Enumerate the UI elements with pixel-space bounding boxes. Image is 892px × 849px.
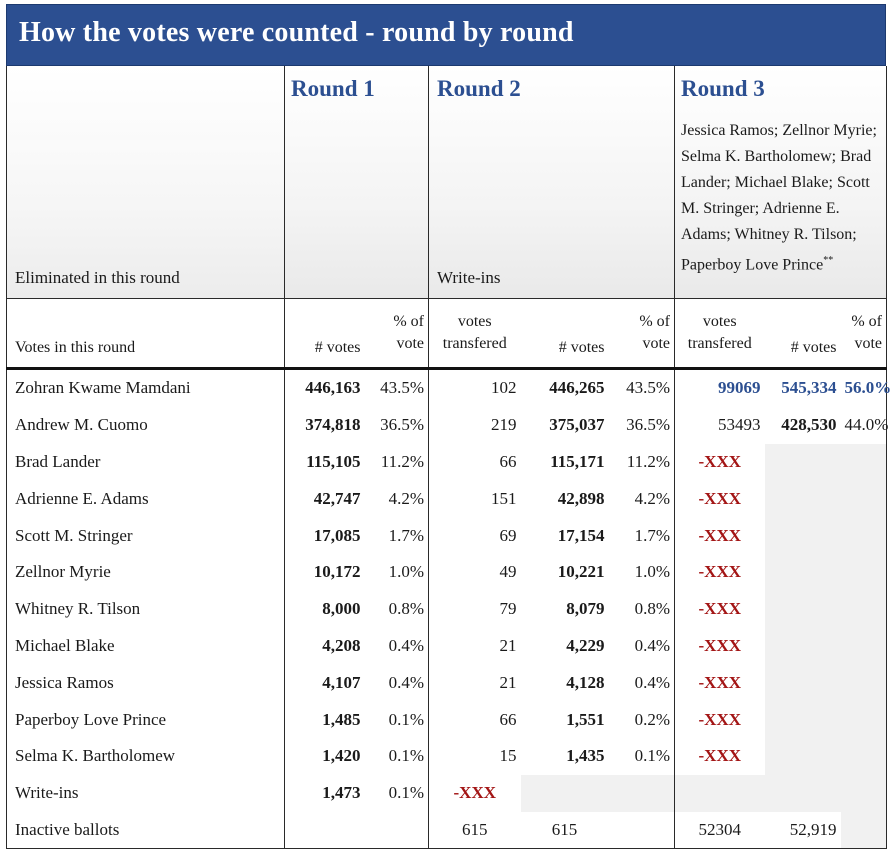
r2-percent: 0.4% <box>609 628 675 665</box>
r3-transferred: -XXX <box>698 635 741 655</box>
table-row <box>7 480 887 517</box>
r3-votes <box>765 701 841 738</box>
r2-votes: 446,265 <box>549 378 605 398</box>
r3-transferred: -XXX <box>698 525 741 545</box>
r2-votes: 8,079 <box>566 599 605 619</box>
results-table <box>6 66 892 849</box>
pct-bottom: vote <box>854 335 882 352</box>
footnote-marker: ** <box>823 255 834 266</box>
table-row <box>7 775 887 812</box>
candidate-name: Selma K. Bartholomew <box>7 738 285 775</box>
r3-votes <box>765 628 841 665</box>
pct-top: % of <box>393 313 424 330</box>
r2-transferred: 15 <box>499 746 517 766</box>
candidate-name: Brad Lander <box>7 444 285 481</box>
r2-votes: 115,171 <box>550 451 605 471</box>
r1-votes: 1,485 <box>322 709 361 729</box>
pct-bottom: vote <box>396 335 424 352</box>
r3-pct-col-header <box>841 299 887 369</box>
candidate-name: Michael Blake <box>7 628 285 665</box>
candidate-name: Paperboy Love Prince <box>7 701 285 738</box>
table-row <box>7 369 887 407</box>
candidate-name: Andrew M. Cuomo <box>7 407 285 444</box>
r3-votes: 52,919 <box>765 812 841 849</box>
r3-transferred: 52304 <box>675 812 765 849</box>
r2-percent: 1.7% <box>609 517 675 554</box>
table-row <box>7 407 887 444</box>
r1-votes: 1,473 <box>322 783 361 803</box>
table-row <box>7 738 887 775</box>
r2-transferred: 66 <box>499 451 517 471</box>
r2-transferred: 615 <box>429 812 521 849</box>
r3-votes <box>765 480 841 517</box>
r3-votes: 545,334 <box>781 378 837 398</box>
votes-in-round-label: Votes in this round <box>7 299 285 369</box>
r3-transferred: -XXX <box>698 746 741 766</box>
round-2-label: Round 2 <box>437 76 521 101</box>
r1-votes: 1,420 <box>322 746 361 766</box>
r3-percent <box>841 517 887 554</box>
r2-percent: 4.2% <box>609 480 675 517</box>
r2-percent: 36.5% <box>609 407 675 444</box>
candidate-name: Write-ins <box>7 775 285 812</box>
r3-transferred: -XXX <box>698 451 741 471</box>
r2-votes: 4,128 <box>566 672 605 692</box>
table-row <box>7 517 887 554</box>
column-header-row <box>7 299 887 369</box>
r3-transferred: -XXX <box>698 562 741 582</box>
r1-votes: 10,172 <box>313 562 361 582</box>
r2-votes: 10,221 <box>557 562 605 582</box>
r3-percent <box>841 628 887 665</box>
pct-top: % of <box>851 313 882 330</box>
r3-percent <box>841 775 887 812</box>
r1-votes: 8,000 <box>322 599 361 619</box>
r2-percent: 11.2% <box>609 444 675 481</box>
r2-transferred: 69 <box>499 525 517 545</box>
round-3-header <box>675 66 887 299</box>
r1-percent: 36.5% <box>365 407 429 444</box>
round-1-header <box>285 66 429 299</box>
r2-votes <box>521 775 609 812</box>
r2-percent: 0.4% <box>609 664 675 701</box>
title-bar <box>6 4 886 66</box>
r1-percent: 0.4% <box>365 628 429 665</box>
r2-votes: 615 <box>521 812 609 849</box>
r1-votes: 374,818 <box>305 415 361 435</box>
candidate-name: Jessica Ramos <box>7 664 285 701</box>
r2-votes: 1,551 <box>566 709 605 729</box>
r2-transferred: 21 <box>499 635 517 655</box>
table-row <box>7 554 887 591</box>
r2-transferred: 151 <box>491 488 517 508</box>
r3-percent <box>841 480 887 517</box>
r3-percent <box>841 444 887 481</box>
page-title: How the votes were counted - round by round <box>19 17 574 48</box>
r1-percent: 1.0% <box>365 554 429 591</box>
r3-transferred: -XXX <box>698 672 741 692</box>
r3-transferred <box>675 775 765 812</box>
r3-votes <box>765 664 841 701</box>
r1-votes: 42,747 <box>313 488 361 508</box>
r1-percent: 0.1% <box>365 701 429 738</box>
r3-votes <box>765 775 841 812</box>
candidate-name: Adrienne E. Adams <box>7 480 285 517</box>
r1-percent: 1.7% <box>365 517 429 554</box>
r2-votes: 1,435 <box>566 746 605 766</box>
r3-transferred: 53493 <box>718 415 761 435</box>
round-1-label: Round 1 <box>291 76 375 101</box>
r2-votes: 17,154 <box>557 525 605 545</box>
table-row <box>7 591 887 628</box>
r3-votes: 428,530 <box>781 415 837 435</box>
round-header-row <box>7 66 887 299</box>
r1-votes: 115,105 <box>306 451 361 471</box>
r3-percent <box>841 701 887 738</box>
r1-votes-col-header: # votes <box>285 299 365 369</box>
r2-percent: 1.0% <box>609 554 675 591</box>
r2-transferred: -XXX <box>453 783 496 803</box>
r1-votes: 4,208 <box>322 635 361 655</box>
candidate-name: Zellnor Myrie <box>7 554 285 591</box>
transfer-top: votes <box>702 313 737 330</box>
r3-votes <box>765 444 841 481</box>
r2-transferred: 79 <box>499 599 517 619</box>
transfer-bottom: transfered <box>687 335 752 352</box>
r2-transferred: 49 <box>499 562 517 582</box>
round-2-eliminated: Write-ins <box>437 268 501 287</box>
r1-percent: 0.1% <box>365 775 429 812</box>
r1-percent <box>365 812 429 849</box>
round-3-label: Round 3 <box>681 76 765 101</box>
r2-votes: 375,037 <box>549 415 605 435</box>
r2-votes: 4,229 <box>566 635 605 655</box>
r1-votes: 17,085 <box>313 525 361 545</box>
r1-votes <box>285 812 365 849</box>
eliminated-label: Eliminated in this round <box>15 268 180 287</box>
transfer-bottom: transfered <box>442 335 507 352</box>
r1-percent: 11.2% <box>365 444 429 481</box>
r2-votes: 42,898 <box>557 488 605 508</box>
r1-percent: 0.1% <box>365 738 429 775</box>
r3-percent: 44.0% <box>841 407 887 444</box>
r1-votes: 4,107 <box>322 672 361 692</box>
r2-percent <box>609 812 675 849</box>
r3-votes <box>765 738 841 775</box>
candidate-name: Zohran Kwame Mamdani <box>7 369 285 407</box>
r3-percent <box>841 554 887 591</box>
r3-votes <box>765 517 841 554</box>
r2-percent: 0.2% <box>609 701 675 738</box>
r3-transferred: -XXX <box>698 488 741 508</box>
r2-transferred: 21 <box>499 672 517 692</box>
r2-transfer-col-header <box>429 299 521 369</box>
round-3-eliminated-text: Jessica Ramos; Zellnor Myrie; Selma K. Bartholomew; Brad Lander; Michael Blake; Scott M. Stringer; Adrienne E. Adams; Whitney R. Tilson; Paperboy Love Prince <box>681 122 877 274</box>
r1-votes: 446,163 <box>305 378 361 398</box>
r3-votes-col-header: # votes <box>765 299 841 369</box>
r3-percent <box>841 812 887 849</box>
r2-percent: 0.8% <box>609 591 675 628</box>
table-row <box>7 664 887 701</box>
pct-top: % of <box>639 313 670 330</box>
table-row <box>7 701 887 738</box>
r3-transferred: 99069 <box>718 378 761 398</box>
r2-transferred: 219 <box>491 415 517 435</box>
r2-percent: 0.1% <box>609 738 675 775</box>
r1-percent: 4.2% <box>365 480 429 517</box>
r1-percent: 43.5% <box>365 369 429 407</box>
r3-percent <box>841 664 887 701</box>
r2-percent <box>609 775 675 812</box>
table-row <box>7 812 887 849</box>
r2-pct-col-header <box>609 299 675 369</box>
r2-percent: 43.5% <box>609 369 675 407</box>
r3-votes <box>765 554 841 591</box>
r3-percent: 56.0% <box>841 369 887 407</box>
r3-percent <box>841 738 887 775</box>
r2-transferred: 102 <box>491 378 517 398</box>
r1-percent: 0.4% <box>365 664 429 701</box>
r3-transferred: -XXX <box>698 599 741 619</box>
r1-pct-col-header <box>365 299 429 369</box>
transfer-top: votes <box>457 313 492 330</box>
candidate-name: Whitney R. Tilson <box>7 591 285 628</box>
pct-bottom: vote <box>642 335 670 352</box>
table-row <box>7 628 887 665</box>
r2-transferred: 66 <box>499 709 517 729</box>
r2-votes-col-header: # votes <box>521 299 609 369</box>
r3-percent <box>841 591 887 628</box>
r3-transferred: -XXX <box>698 709 741 729</box>
r1-percent: 0.8% <box>365 591 429 628</box>
candidate-name: Scott M. Stringer <box>7 517 285 554</box>
r3-transfer-col-header <box>675 299 765 369</box>
round-3-eliminated <box>681 118 882 278</box>
eliminated-header-cell <box>7 66 285 299</box>
table-row <box>7 444 887 481</box>
candidate-name: Inactive ballots <box>7 812 285 849</box>
round-2-header <box>429 66 675 299</box>
r3-votes <box>765 591 841 628</box>
